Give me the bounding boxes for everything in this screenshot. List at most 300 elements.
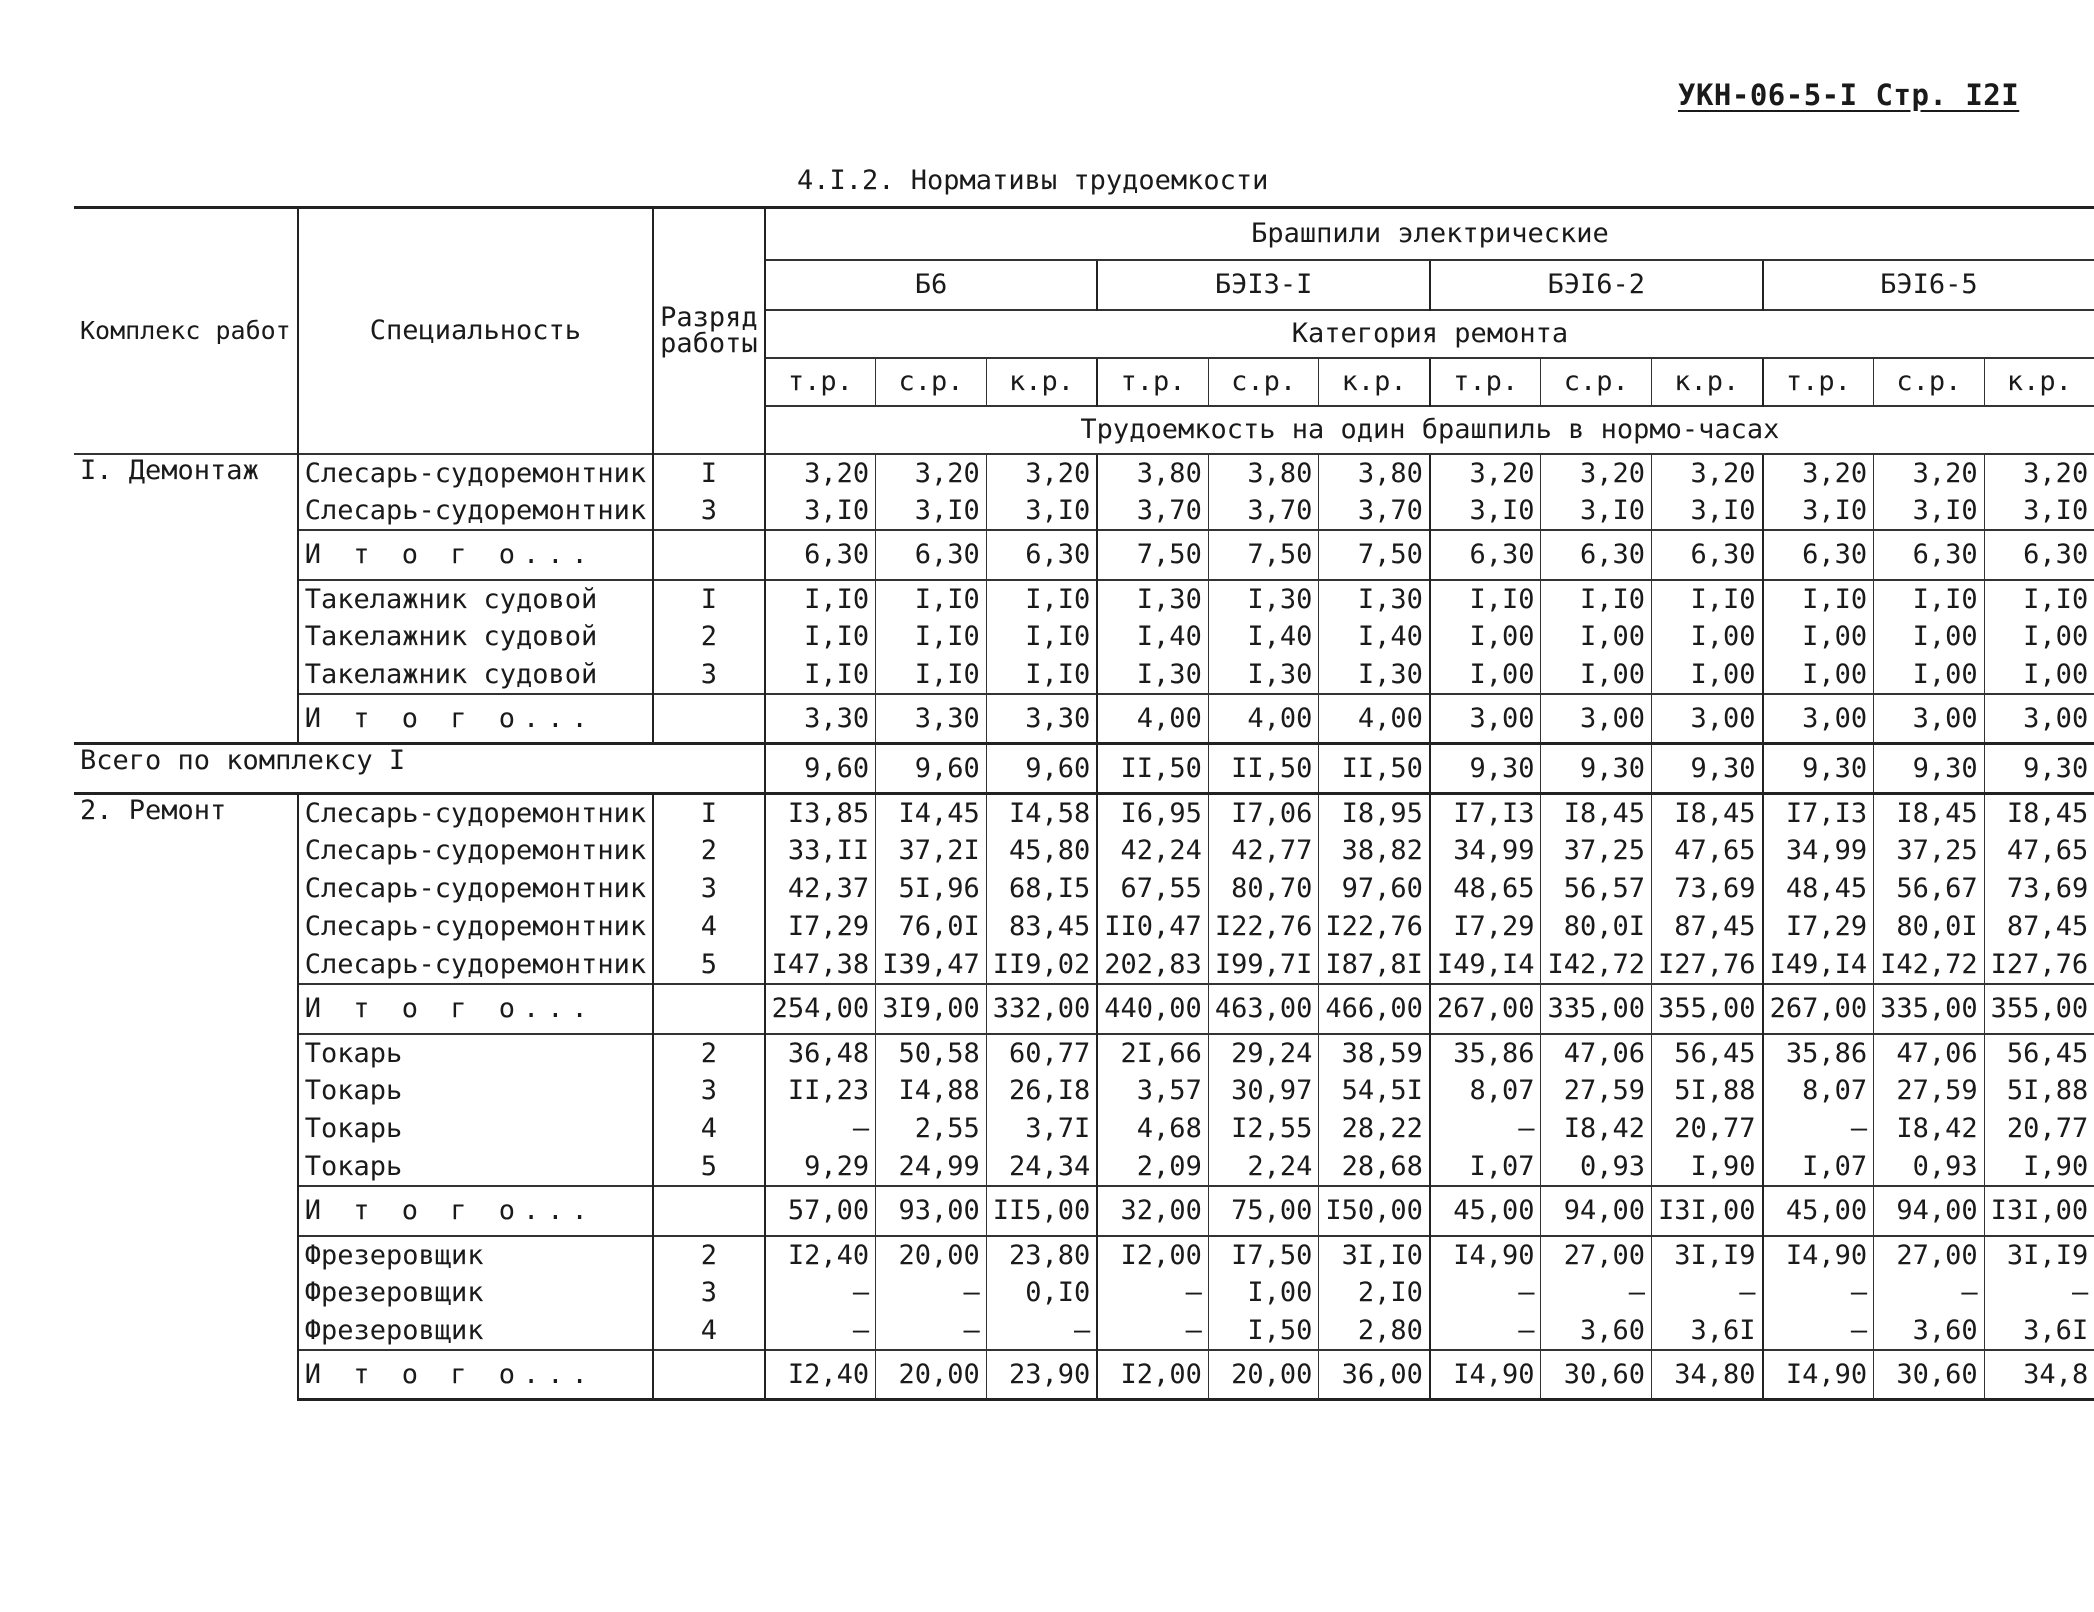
- value-cell: 4,68: [1097, 1110, 1208, 1148]
- value-cell: I2,40: [765, 1350, 876, 1400]
- value-cell: 3,20: [986, 454, 1097, 492]
- specialty-cell: Такелажник судовой: [298, 618, 653, 656]
- value-cell: I,I0: [765, 618, 876, 656]
- value-cell: I,I0: [765, 656, 876, 694]
- value-cell: –: [1874, 1274, 1985, 1312]
- value-cell: I2,00: [1097, 1350, 1208, 1400]
- header-specialty: Специальность: [298, 208, 653, 454]
- table-row: [74, 946, 2094, 984]
- value-cell: 3I,I0: [1319, 1236, 1430, 1274]
- value-cell: 9,30: [1430, 744, 1541, 794]
- total-label: И т о г о...: [298, 694, 653, 744]
- table-body: [74, 454, 2094, 1400]
- complex-cell: [74, 492, 298, 530]
- value-cell: 440,00: [1097, 984, 1208, 1034]
- subcol-sr: с.р.: [876, 358, 987, 406]
- subcol-tr: т.р.: [1430, 358, 1541, 406]
- value-cell: 9,30: [1763, 744, 1874, 794]
- grade-cell: 5: [653, 946, 765, 984]
- grade-cell: [653, 1186, 765, 1236]
- table-row: [74, 832, 2094, 870]
- subtotal-row: [74, 530, 2094, 580]
- value-cell: 47,65: [1652, 832, 1763, 870]
- value-cell: 3I9,00: [876, 984, 987, 1034]
- value-cell: I4,58: [986, 794, 1097, 832]
- value-cell: I,90: [1984, 1148, 2094, 1186]
- value-cell: 3,80: [1097, 454, 1208, 492]
- value-cell: I,I0: [1984, 580, 2094, 618]
- value-cell: I7,06: [1208, 794, 1319, 832]
- table-row: [74, 794, 2094, 832]
- value-cell: 76,0I: [876, 908, 987, 946]
- value-cell: I8,45: [1652, 794, 1763, 832]
- value-cell: 37,2I: [876, 832, 987, 870]
- value-cell: I,07: [1430, 1148, 1541, 1186]
- value-cell: 5I,88: [1984, 1072, 2094, 1110]
- subcol-sr: с.р.: [1874, 358, 1985, 406]
- value-cell: 73,69: [1652, 870, 1763, 908]
- complex-cell: [74, 1274, 298, 1312]
- value-cell: 34,99: [1430, 832, 1541, 870]
- value-cell: 34,80: [1652, 1350, 1763, 1400]
- complex-cell: [74, 1034, 298, 1072]
- header-grade: Разряд работы: [653, 208, 765, 454]
- value-cell: I50,00: [1319, 1186, 1430, 1236]
- value-cell: 45,80: [986, 832, 1097, 870]
- value-cell: 3,I0: [1430, 492, 1541, 530]
- value-cell: 9,30: [1984, 744, 2094, 794]
- value-cell: 97,60: [1319, 870, 1430, 908]
- complex-cell: 2. Ремонт: [74, 794, 298, 832]
- value-cell: I,I0: [1874, 580, 1985, 618]
- value-cell: 60,77: [986, 1034, 1097, 1072]
- value-cell: 45,00: [1763, 1186, 1874, 1236]
- table-row: [74, 492, 2094, 530]
- value-cell: I,00: [1430, 656, 1541, 694]
- table-row: [74, 618, 2094, 656]
- grade-cell: 3: [653, 492, 765, 530]
- value-cell: 3,20: [1763, 454, 1874, 492]
- grade-cell: 4: [653, 1312, 765, 1350]
- page-reference: УКН-06-5-I Стр. I2I: [1678, 78, 2020, 112]
- value-cell: I,00: [1874, 618, 1985, 656]
- value-cell: 34,99: [1763, 832, 1874, 870]
- table-row: [74, 580, 2094, 618]
- value-cell: 2,09: [1097, 1148, 1208, 1186]
- complex-cell: [74, 870, 298, 908]
- grade-cell: I: [653, 580, 765, 618]
- value-cell: –: [1097, 1312, 1208, 1350]
- value-cell: I4,90: [1430, 1350, 1541, 1400]
- value-cell: I,00: [1652, 618, 1763, 656]
- value-cell: II,50: [1319, 744, 1430, 794]
- table-row: [74, 656, 2094, 694]
- value-cell: 3,00: [1874, 694, 1985, 744]
- complex-cell: [74, 1110, 298, 1148]
- value-cell: 5I,88: [1652, 1072, 1763, 1110]
- grade-cell: 4: [653, 1110, 765, 1148]
- value-cell: 9,30: [1652, 744, 1763, 794]
- complex-cell: [74, 1186, 298, 1236]
- value-cell: I,00: [1984, 618, 2094, 656]
- value-cell: 27,00: [1541, 1236, 1652, 1274]
- specialty-cell: Фрезеровщик: [298, 1274, 653, 1312]
- value-cell: II,23: [765, 1072, 876, 1110]
- complex-cell: [74, 530, 298, 580]
- value-cell: 30,60: [1874, 1350, 1985, 1400]
- value-cell: II9,02: [986, 946, 1097, 984]
- value-cell: 3,I0: [765, 492, 876, 530]
- specialty-cell: Слесарь-судоремонтник: [298, 454, 653, 492]
- value-cell: 332,00: [986, 984, 1097, 1034]
- value-cell: 33,II: [765, 832, 876, 870]
- value-cell: I,40: [1208, 618, 1319, 656]
- value-cell: I,30: [1208, 656, 1319, 694]
- value-cell: 3,60: [1874, 1312, 1985, 1350]
- value-cell: 3,I0: [1874, 492, 1985, 530]
- value-cell: 36,00: [1319, 1350, 1430, 1400]
- value-cell: I47,38: [765, 946, 876, 984]
- value-cell: 93,00: [876, 1186, 987, 1236]
- value-cell: 27,59: [1541, 1072, 1652, 1110]
- value-cell: 8,07: [1763, 1072, 1874, 1110]
- value-cell: –: [1763, 1274, 1874, 1312]
- value-cell: 48,65: [1430, 870, 1541, 908]
- value-cell: 6,30: [1763, 530, 1874, 580]
- value-cell: 3,30: [986, 694, 1097, 744]
- value-cell: II5,00: [986, 1186, 1097, 1236]
- value-cell: I22,76: [1319, 908, 1430, 946]
- header-product: Брашпили электрические: [765, 208, 2094, 260]
- value-cell: 80,70: [1208, 870, 1319, 908]
- value-cell: I,40: [1097, 618, 1208, 656]
- value-cell: I,07: [1763, 1148, 1874, 1186]
- subtotal-row: [74, 694, 2094, 744]
- value-cell: 94,00: [1541, 1186, 1652, 1236]
- value-cell: I7,29: [1430, 908, 1541, 946]
- subcol-kr: к.р.: [1984, 358, 2094, 406]
- complex-total-label: Всего по комплексу I: [74, 744, 765, 794]
- value-cell: 463,00: [1208, 984, 1319, 1034]
- value-cell: 38,59: [1319, 1034, 1430, 1072]
- value-cell: 4,00: [1208, 694, 1319, 744]
- value-cell: 37,25: [1874, 832, 1985, 870]
- value-cell: 2,55: [876, 1110, 987, 1148]
- grade-cell: [653, 1350, 765, 1400]
- value-cell: 466,00: [1319, 984, 1430, 1034]
- complex-cell: I. Демонтаж: [74, 454, 298, 492]
- value-cell: I8,45: [1541, 794, 1652, 832]
- value-cell: I49,I4: [1763, 946, 1874, 984]
- value-cell: I3I,00: [1652, 1186, 1763, 1236]
- value-cell: I8,45: [1984, 794, 2094, 832]
- value-cell: 3,57: [1097, 1072, 1208, 1110]
- value-cell: –: [1763, 1312, 1874, 1350]
- grade-cell: 4: [653, 908, 765, 946]
- specialty-cell: Токарь: [298, 1148, 653, 1186]
- specialty-cell: Токарь: [298, 1072, 653, 1110]
- value-cell: 8,07: [1430, 1072, 1541, 1110]
- subcol-kr: к.р.: [986, 358, 1097, 406]
- value-cell: 3,20: [1652, 454, 1763, 492]
- specialty-cell: Слесарь-судоремонтник: [298, 946, 653, 984]
- grade-cell: 2: [653, 1034, 765, 1072]
- value-cell: I,I0: [1763, 580, 1874, 618]
- grade-cell: 3: [653, 1072, 765, 1110]
- value-cell: 3,I0: [1763, 492, 1874, 530]
- header-model-be16-2: БЭI6-2: [1430, 260, 1763, 310]
- table-row: [74, 908, 2094, 946]
- complex-cell: [74, 1236, 298, 1274]
- specialty-cell: Слесарь-судоремонтник: [298, 832, 653, 870]
- value-cell: I6,95: [1097, 794, 1208, 832]
- value-cell: I,I0: [1541, 580, 1652, 618]
- value-cell: –: [1430, 1312, 1541, 1350]
- total-label: И т о г о...: [298, 1350, 653, 1400]
- value-cell: 267,00: [1763, 984, 1874, 1034]
- total-label: И т о г о...: [298, 530, 653, 580]
- value-cell: 94,00: [1874, 1186, 1985, 1236]
- value-cell: 3,30: [876, 694, 987, 744]
- value-cell: 0,93: [1541, 1148, 1652, 1186]
- norms-table: [74, 206, 2094, 1401]
- value-cell: I3,85: [765, 794, 876, 832]
- complex-cell: [74, 1072, 298, 1110]
- complex-cell: [74, 832, 298, 870]
- subcol-kr: к.р.: [1652, 358, 1763, 406]
- value-cell: I2,00: [1097, 1236, 1208, 1274]
- subcol-sr: с.р.: [1541, 358, 1652, 406]
- value-cell: I2,40: [765, 1236, 876, 1274]
- value-cell: 6,30: [765, 530, 876, 580]
- header-unit-row: Трудоемкость на один брашпиль в нормо-часах: [765, 406, 2094, 454]
- value-cell: 67,55: [1097, 870, 1208, 908]
- subtotal-row: [74, 1350, 2094, 1400]
- value-cell: 20,00: [876, 1350, 987, 1400]
- value-cell: 3,00: [1652, 694, 1763, 744]
- value-cell: –: [765, 1110, 876, 1148]
- value-cell: 3,30: [765, 694, 876, 744]
- value-cell: 80,0I: [1874, 908, 1985, 946]
- value-cell: I4,88: [876, 1072, 987, 1110]
- table-row: [74, 870, 2094, 908]
- value-cell: 6,30: [1984, 530, 2094, 580]
- complex-cell: [74, 694, 298, 744]
- subcol-tr: т.р.: [1763, 358, 1874, 406]
- value-cell: 23,80: [986, 1236, 1097, 1274]
- complex-total-row: [74, 744, 2094, 794]
- table-row: [74, 1274, 2094, 1312]
- specialty-cell: Слесарь-судоремонтник: [298, 492, 653, 530]
- value-cell: 27,59: [1874, 1072, 1985, 1110]
- value-cell: I,50: [1208, 1312, 1319, 1350]
- table-row: [74, 1236, 2094, 1274]
- value-cell: 56,67: [1874, 870, 1985, 908]
- value-cell: 3,I0: [1541, 492, 1652, 530]
- value-cell: I,00: [1763, 618, 1874, 656]
- grade-cell: 2: [653, 618, 765, 656]
- value-cell: 47,06: [1541, 1034, 1652, 1072]
- total-label: И т о г о...: [298, 1186, 653, 1236]
- value-cell: 7,50: [1097, 530, 1208, 580]
- value-cell: 32,00: [1097, 1186, 1208, 1236]
- value-cell: 28,68: [1319, 1148, 1430, 1186]
- value-cell: I,90: [1652, 1148, 1763, 1186]
- value-cell: –: [876, 1274, 987, 1312]
- value-cell: 42,24: [1097, 832, 1208, 870]
- specialty-cell: Токарь: [298, 1110, 653, 1148]
- value-cell: II,50: [1097, 744, 1208, 794]
- value-cell: II,50: [1208, 744, 1319, 794]
- value-cell: 3,7I: [986, 1110, 1097, 1148]
- value-cell: I4,45: [876, 794, 987, 832]
- value-cell: I,00: [1652, 656, 1763, 694]
- value-cell: I,I0: [765, 580, 876, 618]
- value-cell: 3,00: [1430, 694, 1541, 744]
- value-cell: 24,34: [986, 1148, 1097, 1186]
- grade-cell: [653, 530, 765, 580]
- value-cell: I87,8I: [1319, 946, 1430, 984]
- value-cell: I,00: [1984, 656, 2094, 694]
- value-cell: 7,50: [1208, 530, 1319, 580]
- value-cell: –: [1430, 1110, 1541, 1148]
- value-cell: 2I,66: [1097, 1034, 1208, 1072]
- value-cell: I,I0: [1430, 580, 1541, 618]
- value-cell: 6,30: [876, 530, 987, 580]
- value-cell: 3,00: [1763, 694, 1874, 744]
- value-cell: 3,20: [1984, 454, 2094, 492]
- complex-cell: [74, 656, 298, 694]
- grade-cell: I: [653, 454, 765, 492]
- value-cell: 68,I5: [986, 870, 1097, 908]
- specialty-cell: Такелажник судовой: [298, 656, 653, 694]
- value-cell: 0,I0: [986, 1274, 1097, 1312]
- subtotal-row: [74, 1186, 2094, 1236]
- value-cell: 9,30: [1541, 744, 1652, 794]
- value-cell: 355,00: [1984, 984, 2094, 1034]
- value-cell: I,30: [1319, 656, 1430, 694]
- value-cell: 5I,96: [876, 870, 987, 908]
- value-cell: 3,20: [1541, 454, 1652, 492]
- value-cell: I3I,00: [1984, 1186, 2094, 1236]
- value-cell: 57,00: [765, 1186, 876, 1236]
- value-cell: 0,93: [1874, 1148, 1985, 1186]
- grade-cell: 3: [653, 1274, 765, 1312]
- value-cell: 42,77: [1208, 832, 1319, 870]
- value-cell: I7,29: [765, 908, 876, 946]
- value-cell: 27,00: [1874, 1236, 1985, 1274]
- value-cell: 28,22: [1319, 1110, 1430, 1148]
- complex-cell: [74, 1148, 298, 1186]
- value-cell: 3,I0: [876, 492, 987, 530]
- value-cell: I,I0: [986, 656, 1097, 694]
- subcol-kr: к.р.: [1319, 358, 1430, 406]
- value-cell: I,I0: [986, 580, 1097, 618]
- value-cell: 20,00: [876, 1236, 987, 1274]
- value-cell: –: [1097, 1274, 1208, 1312]
- value-cell: 23,90: [986, 1350, 1097, 1400]
- value-cell: 6,30: [1430, 530, 1541, 580]
- value-cell: I,00: [1208, 1274, 1319, 1312]
- value-cell: I27,76: [1984, 946, 2094, 984]
- header-model-b6: Б6: [765, 260, 1098, 310]
- value-cell: 335,00: [1874, 984, 1985, 1034]
- subcol-tr: т.р.: [765, 358, 876, 406]
- value-cell: 7,50: [1319, 530, 1430, 580]
- value-cell: 3,20: [765, 454, 876, 492]
- complex-cell: [74, 984, 298, 1034]
- value-cell: 3I,I9: [1984, 1236, 2094, 1274]
- value-cell: I42,72: [1874, 946, 1985, 984]
- specialty-cell: Слесарь-судоремонтник: [298, 870, 653, 908]
- grade-cell: [653, 984, 765, 1034]
- value-cell: –: [1430, 1274, 1541, 1312]
- value-cell: 45,00: [1430, 1186, 1541, 1236]
- value-cell: I4,90: [1763, 1350, 1874, 1400]
- value-cell: 48,45: [1763, 870, 1874, 908]
- value-cell: I,30: [1097, 580, 1208, 618]
- value-cell: 26,I8: [986, 1072, 1097, 1110]
- value-cell: I8,42: [1874, 1110, 1985, 1148]
- value-cell: 56,45: [1652, 1034, 1763, 1072]
- table-row: [74, 454, 2094, 492]
- value-cell: I4,90: [1763, 1236, 1874, 1274]
- value-cell: I,I0: [1652, 580, 1763, 618]
- specialty-cell: Слесарь-судоремонтник: [298, 794, 653, 832]
- value-cell: 35,86: [1430, 1034, 1541, 1072]
- value-cell: –: [1652, 1274, 1763, 1312]
- value-cell: 20,00: [1208, 1350, 1319, 1400]
- value-cell: 9,30: [1874, 744, 1985, 794]
- value-cell: I,00: [1874, 656, 1985, 694]
- grade-cell: 5: [653, 1148, 765, 1186]
- value-cell: 6,30: [986, 530, 1097, 580]
- value-cell: I99,7I: [1208, 946, 1319, 984]
- value-cell: I,00: [1430, 618, 1541, 656]
- value-cell: 9,29: [765, 1148, 876, 1186]
- value-cell: 6,30: [1541, 530, 1652, 580]
- specialty-cell: Слесарь-судоремонтник: [298, 908, 653, 946]
- value-cell: I39,47: [876, 946, 987, 984]
- table-row: [74, 1110, 2094, 1148]
- complex-cell: [74, 946, 298, 984]
- value-cell: I8,42: [1541, 1110, 1652, 1148]
- value-cell: 3,60: [1541, 1312, 1652, 1350]
- value-cell: I2,55: [1208, 1110, 1319, 1148]
- table-row: [74, 1034, 2094, 1072]
- subtotal-row: [74, 984, 2094, 1034]
- specialty-cell: Токарь: [298, 1034, 653, 1072]
- value-cell: II0,47: [1097, 908, 1208, 946]
- value-cell: 355,00: [1652, 984, 1763, 1034]
- specialty-cell: Фрезеровщик: [298, 1312, 653, 1350]
- specialty-cell: Такелажник судовой: [298, 580, 653, 618]
- value-cell: I22,76: [1208, 908, 1319, 946]
- value-cell: 38,82: [1319, 832, 1430, 870]
- value-cell: 3,I0: [986, 492, 1097, 530]
- value-cell: 3,6I: [1984, 1312, 2094, 1350]
- grade-cell: 2: [653, 832, 765, 870]
- value-cell: 3,I0: [1652, 492, 1763, 530]
- value-cell: –: [1984, 1274, 2094, 1312]
- value-cell: I8,95: [1319, 794, 1430, 832]
- value-cell: 75,00: [1208, 1186, 1319, 1236]
- value-cell: –: [876, 1312, 987, 1350]
- value-cell: 80,0I: [1541, 908, 1652, 946]
- value-cell: 30,60: [1541, 1350, 1652, 1400]
- table-row: [74, 1072, 2094, 1110]
- value-cell: I27,76: [1652, 946, 1763, 984]
